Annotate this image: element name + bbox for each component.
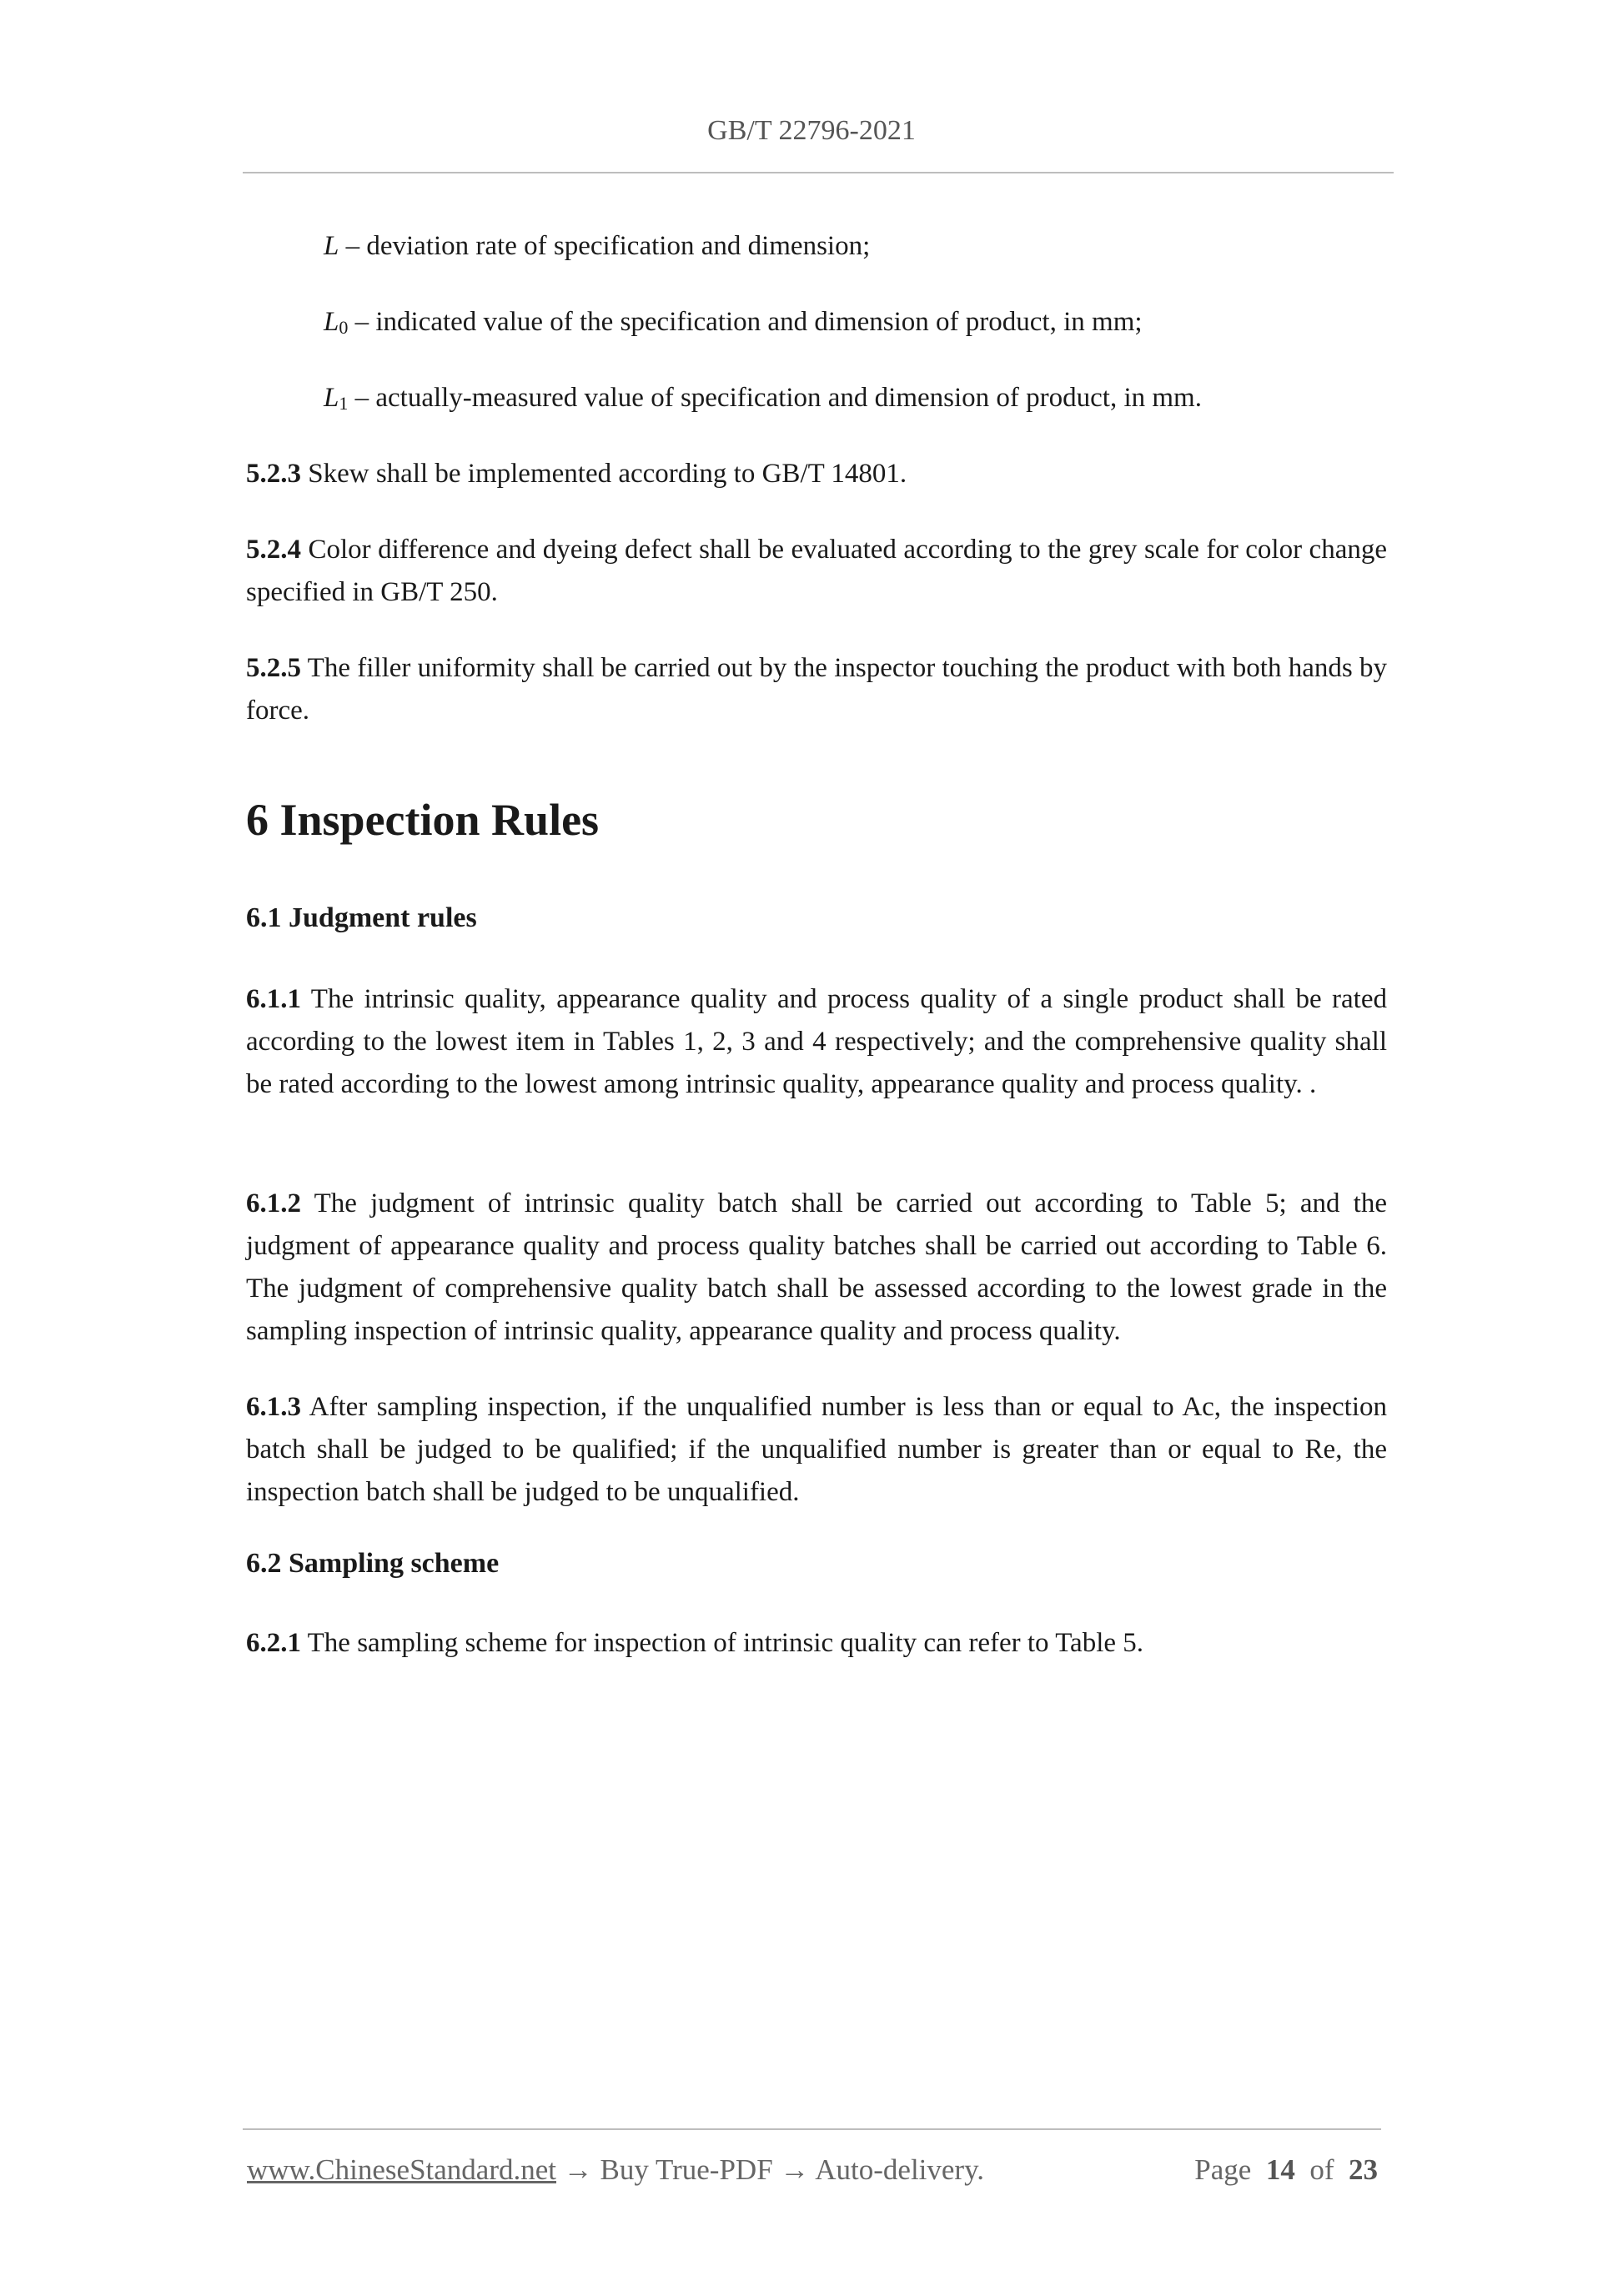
clause-number: 5.2.5 [246, 653, 301, 683]
clause-number: 6.1.3 [246, 1392, 301, 1422]
auto-delivery-text: Auto-delivery. [815, 2153, 985, 2186]
clause-number: 5.2.4 [246, 535, 301, 565]
clause-text: After sampling inspection, if the unqualified number is less than or equal to Ac, the inspection batch shall be judged to be qualified; if the unqualified number is greater than or equal to Re, the inspection batch shall be judged to be unqualified. [246, 1392, 1387, 1507]
clause-text: The intrinsic quality, appearance quality and process quality of a single product shall be rated according to the lowest item in Tables 1, 2, 3 and 4 respectively; and the comprehensive quality shall be rated according to the lowest among intrinsic quality, appearance quality and process quality. . [246, 984, 1387, 1099]
subscript: 0 [339, 317, 349, 338]
arrow-icon: → [780, 2153, 810, 2186]
definition-text: – indicated value of the specification and dimension of product, in mm; [348, 307, 1143, 337]
footer-promo [247, 2153, 984, 2187]
total-pages: 23 [1349, 2153, 1378, 2186]
page-number [1194, 2153, 1378, 2187]
clause-text: Color difference and dyeing defect shall be evaluated according to the grey scale for color change specified in GB/T 250. [246, 535, 1387, 607]
clause-6-1-2 [246, 1183, 1387, 1353]
clause-text: The judgment of intrinsic quality batch shall be carried out according to Table 5; and the judgment of appearance quality and process quality batches shall be carried out according to Table 6. The judgment of comprehensive quality batch shall be assessed according to the lowest grade in the sampling inspection of intrinsic quality, appearance quality and process quality. [246, 1188, 1387, 1346]
document-id-header: GB/T 22796-2021 [707, 115, 916, 146]
definition-L0 [324, 301, 1387, 344]
clause-number: 6.1.2 [246, 1188, 301, 1218]
definition-L [324, 225, 1387, 268]
definition-text: – actually-measured value of specification and dimension of product, in mm. [348, 383, 1202, 413]
clause-text: The filler uniformity shall be carried out by the inspector touching the product with both hands by force. [246, 653, 1387, 726]
symbol: L [324, 231, 339, 261]
website-link[interactable]: www.ChineseStandard.net [247, 2153, 556, 2186]
definition-text: – deviation rate of specification and dimension; [339, 231, 871, 261]
clause-6-1-1 [246, 978, 1387, 1106]
symbol: L [324, 383, 339, 413]
page-label: Page [1194, 2153, 1252, 2186]
definition-L1 [324, 377, 1387, 420]
clause-5-2-3 [246, 453, 1387, 495]
clause-6-2-1 [246, 1622, 1387, 1665]
clause-number: 6.1.1 [246, 984, 301, 1014]
current-page: 14 [1265, 2153, 1295, 2186]
clause-5-2-5 [246, 647, 1387, 732]
clause-number: 5.2.3 [246, 459, 301, 489]
subscript: 1 [339, 393, 349, 414]
buy-pdf-text: Buy True-PDF [600, 2153, 773, 2186]
subsection-heading-6-1: 6.1 Judgment rules [246, 902, 477, 933]
section-heading-6: 6 Inspection Rules [246, 795, 600, 845]
clause-text: Skew shall be implemented according to GB/T 14801. [301, 459, 907, 489]
arrow-icon: → [563, 2153, 593, 2186]
header-divider [243, 172, 1394, 173]
clause-6-1-3 [246, 1386, 1387, 1514]
clause-number: 6.2.1 [246, 1628, 301, 1658]
clause-5-2-4 [246, 529, 1387, 614]
subsection-heading-6-2: 6.2 Sampling scheme [246, 1548, 500, 1579]
of-label: of [1309, 2153, 1334, 2186]
clause-text: The sampling scheme for inspection of intrinsic quality can refer to Table 5. [301, 1628, 1144, 1658]
symbol: L [324, 307, 339, 337]
footer-divider [243, 2128, 1381, 2130]
